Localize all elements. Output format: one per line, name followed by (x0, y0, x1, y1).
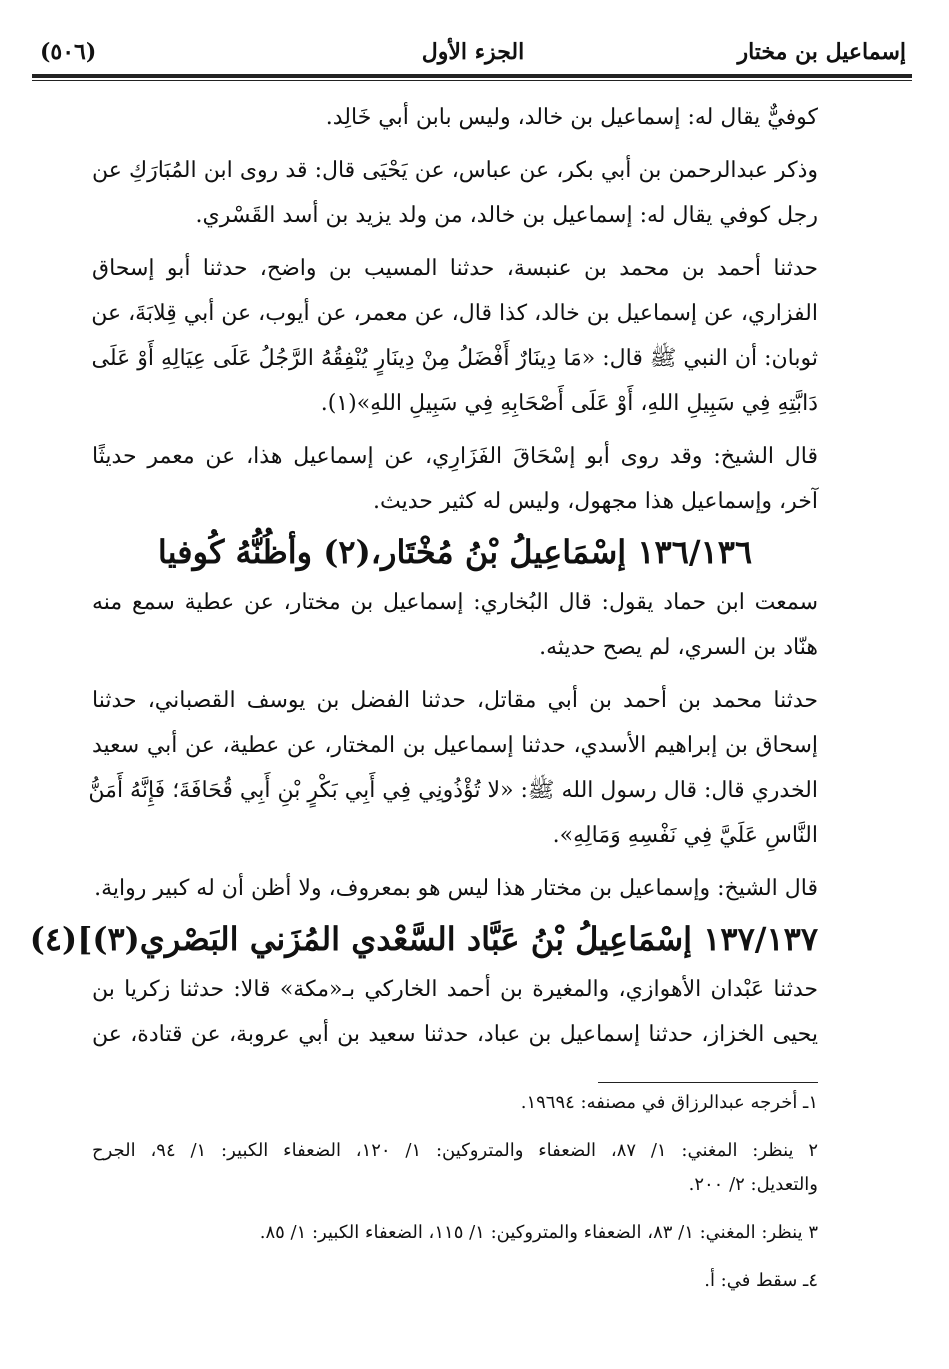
running-title: إسماعيل بن مختار (737, 39, 906, 65)
text-line: النَّاسِ عَلَيَّ فِي نَفْسِهِ وَمَالِهِ». (552, 823, 818, 848)
header-rule (32, 74, 912, 78)
text-line: هنّاد بن السري، لم يصح حديثه. (539, 635, 818, 660)
text-line: كوفيٌّ يقال له: إسماعيل بن خالد، وليس بابن أبي خَالِد. (325, 105, 818, 130)
volume-title: الجزء الأول (421, 39, 525, 65)
text-line: يحيى الخزاز، حدثنا إسماعيل بن عباد، حدثنا سعيد بن أبي عروبة، عن قتادة، عن (92, 1022, 818, 1047)
entry-heading: ١٣٦/١٣٦ إسْمَاعِيلُ بْنُ مُخْتَار،(٢) وأظُنُّهُ كُوفيا (157, 533, 753, 571)
footnote-rule (598, 1082, 818, 1083)
text-line: الخدري قال: قال رسول الله ﷺ: «لا تُؤْذُونِي فِي أَبِي بَكْرٍ بْنِ أَبِي قُحَافَةَ؛ فَإِنَّهُ أَمَنُّ (88, 778, 818, 803)
footnote-line: ٣ ينظر: المغني: ١/ ٨٣، الضعفاء والمتروكين: ١/ ١١٥، الضعفاء الكبير: ١/ ٨٥. (259, 1222, 818, 1243)
footnote-line: ٤ـ سقط في: أ. (704, 1270, 818, 1291)
text-line: حدثنا عَبْدان الأهوازي، والمغيرة بن أحمد الخاركي بـ«مكة» قالا: حدثنا زكريا بن (92, 977, 818, 1002)
text-line: آخر، وإسماعيل هذا مجهول، وليس له كثير حديث. (372, 489, 818, 514)
text-line: حدثنا أحمد بن محمد بن عنبسة، حدثنا المسيب بن واضح، حدثنا أبو إسحاق (92, 256, 818, 281)
text-line: وذكر عبدالرحمن بن أبي بكر، عن عباس، عن يَحْيَى قال: قد روى ابن المُبَارَكِ عن (92, 158, 818, 183)
entry-heading: ١٣٧/١٣٧ إسْمَاعِيلُ بْنُ عَبَّاد السَّعْدي المُزَني البَصْري(٣)](٤) (29, 920, 818, 958)
page-header (40, 32, 906, 72)
header-rule-thin (32, 80, 912, 81)
text-line: دَابَّتِهِ فِي سَبِيلِ اللهِ، أَوْ عَلَى أَصْحَابِهِ فِي سَبِيلِ اللهِ»(١). (320, 391, 818, 416)
text-line: رجل كوفي يقال له: إسماعيل بن خالد، من ولد يزيد بن أسد القَسْري. (195, 203, 818, 228)
footnotes (92, 1086, 818, 1298)
main-text (29, 95, 818, 1057)
text-line: سمعت ابن حماد يقول: قال البُخاري: إسماعيل بن مختار، عن عطية سمع منه (92, 590, 818, 615)
page-number: (٥٠٦) (40, 39, 97, 65)
footnote-line: والتعديل: ٢/ ٢٠٠. (688, 1174, 818, 1195)
text-line: حدثنا محمد بن أحمد بن أبي مقاتل، حدثنا الفضل بن يوسف القصباني، حدثنا (92, 688, 818, 713)
text-line: قال الشيخ: وقد روى أبو إسْحَاقَ الفَزَارِي، عن إسماعيل هذا، عن معمر حديثًا (92, 444, 818, 469)
text-line: إسحاق بن إبراهيم الأسدي، حدثنا إسماعيل بن المختار، عن عطية، عن أبي سعيد (92, 733, 818, 758)
text-line: الفزاري، عن إسماعيل بن خالد، كذا قال، عن معمر، عن أيوب، عن أبي قِلابَةَ، عن (91, 301, 818, 326)
text-line: قال الشيخ: وإسماعيل بن مختار هذا ليس هو بمعروف، ولا أظن أن له كبير رواية. (94, 876, 818, 901)
footnote-line: ١ـ أخرجه عبدالرزاق في مصنفه: ١٩٦٩٤. (520, 1092, 818, 1113)
text-line: ثوبان: أن النبي ﷺ قال: «مَا دِينَارٌ أَفْضَلُ مِنْ دِينَارٍ يُنْفِقُهُ الرَّجُلُ عَلَى عِيَالِهِ أَوْ عَلَى (91, 346, 818, 371)
footnote-line: ٢ ينظر: المغني: ١/ ٨٧، الضعفاء والمتروكين: ١/ ١٢٠، الضعفاء الكبير: ١/ ٩٤، الجرح (92, 1140, 819, 1161)
